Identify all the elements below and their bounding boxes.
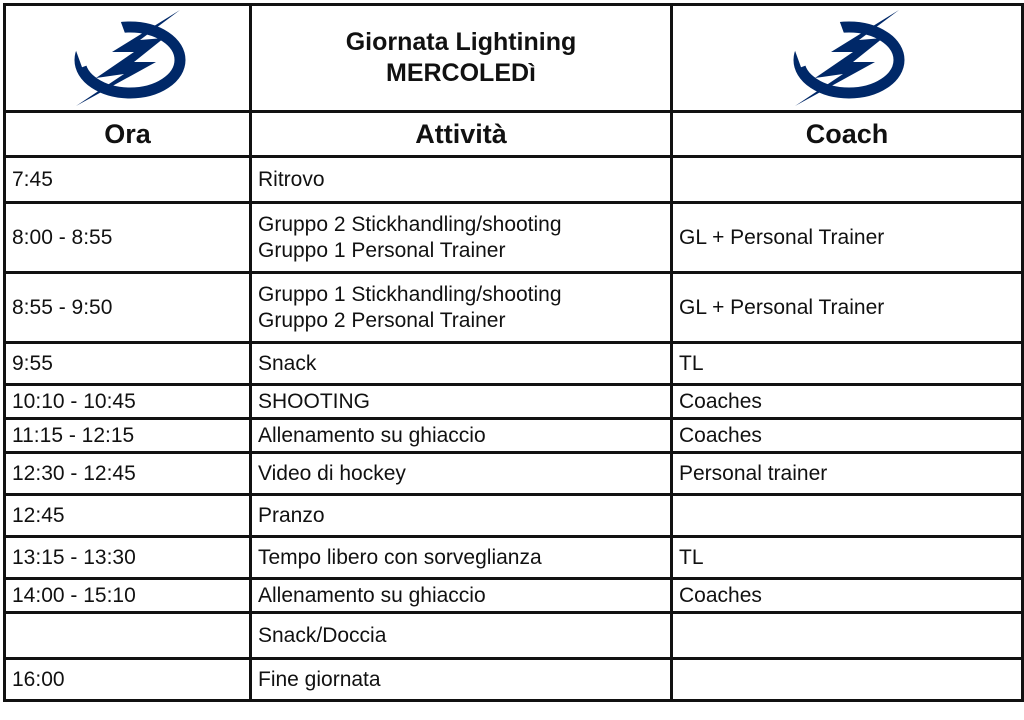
activity-cell — [251, 495, 672, 537]
table-row — [5, 613, 1023, 659]
activity-cell — [251, 157, 672, 203]
coach-cell: Coaches — [672, 419, 1023, 453]
column-header-attivita: Attività — [251, 112, 672, 157]
lightning-bolt-logo-icon — [68, 8, 188, 108]
time-cell: 12:45 — [5, 495, 251, 537]
coach-cell: TL — [672, 537, 1023, 579]
activity-line: Fine giornata — [258, 667, 381, 691]
coach-cell: Personal trainer — [672, 453, 1023, 495]
time-cell — [5, 613, 251, 659]
lightning-bolt-logo-icon — [787, 8, 907, 108]
activity-line: Gruppo 2 Stickhandling/shooting — [258, 212, 562, 236]
time-cell: 12:30 - 12:45 — [5, 453, 251, 495]
schedule-document — [3, 3, 1021, 717]
coach-cell: Coaches — [672, 579, 1023, 613]
coach-cell — [672, 495, 1023, 537]
table-row — [5, 453, 1023, 495]
activity-cell — [251, 419, 672, 453]
time-cell: 13:15 - 13:30 — [5, 537, 251, 579]
time-cell: 8:55 - 9:50 — [5, 273, 251, 343]
title-line-2: MERCOLEDì — [386, 59, 536, 87]
coach-cell: TL — [672, 343, 1023, 385]
time-cell: 8:00 - 8:55 — [5, 203, 251, 273]
time-cell: 9:55 — [5, 343, 251, 385]
table-row — [5, 495, 1023, 537]
activity-line: Tempo libero con sorveglianza — [258, 545, 542, 569]
table-row — [5, 385, 1023, 419]
activity-line: Snack/Doccia — [258, 623, 387, 647]
activity-cell — [251, 537, 672, 579]
time-cell: 16:00 — [5, 659, 251, 701]
activity-line: Video di hockey — [258, 461, 406, 485]
column-header-ora: Ora — [5, 112, 251, 157]
header-row — [5, 112, 1023, 157]
activity-line: Gruppo 1 Personal Trainer — [258, 238, 506, 262]
title-line-1: Giornata Lightining — [345, 28, 577, 56]
activity-line: Gruppo 1 Stickhandling/shooting — [258, 282, 562, 306]
coach-cell — [672, 157, 1023, 203]
coach-cell: Coaches — [672, 385, 1023, 419]
activity-line: SHOOTING — [258, 389, 371, 413]
table-row — [5, 273, 1023, 343]
activity-line: Allenamento su ghiaccio — [258, 423, 486, 447]
activity-cell — [251, 273, 672, 343]
left-logo-cell — [5, 5, 251, 112]
title-row — [5, 5, 1023, 112]
schedule-table — [3, 3, 1024, 702]
coach-cell — [672, 659, 1023, 701]
activity-line: Allenamento su ghiaccio — [258, 583, 486, 607]
activity-cell — [251, 659, 672, 701]
table-row — [5, 343, 1023, 385]
activity-cell — [251, 453, 672, 495]
activity-line: Snack — [258, 351, 317, 375]
coach-cell: GL + Personal Trainer — [672, 203, 1023, 273]
activity-cell — [251, 203, 672, 273]
right-logo-cell — [672, 5, 1023, 112]
activity-cell — [251, 579, 672, 613]
column-header-coach: Coach — [672, 112, 1023, 157]
activity-cell — [251, 343, 672, 385]
coach-cell: GL + Personal Trainer — [672, 273, 1023, 343]
coach-cell — [672, 613, 1023, 659]
table-row — [5, 659, 1023, 701]
activity-cell — [251, 385, 672, 419]
activity-cell — [251, 613, 672, 659]
table-row — [5, 537, 1023, 579]
activity-line: Ritrovo — [258, 167, 325, 191]
time-cell: 11:15 - 12:15 — [5, 419, 251, 453]
table-row — [5, 419, 1023, 453]
activity-line: Gruppo 2 Personal Trainer — [258, 308, 506, 332]
page-title — [251, 5, 672, 112]
table-row — [5, 203, 1023, 273]
time-cell: 7:45 — [5, 157, 251, 203]
table-row — [5, 157, 1023, 203]
activity-line: Pranzo — [258, 503, 325, 527]
time-cell: 14:00 - 15:10 — [5, 579, 251, 613]
time-cell: 10:10 - 10:45 — [5, 385, 251, 419]
table-row — [5, 579, 1023, 613]
